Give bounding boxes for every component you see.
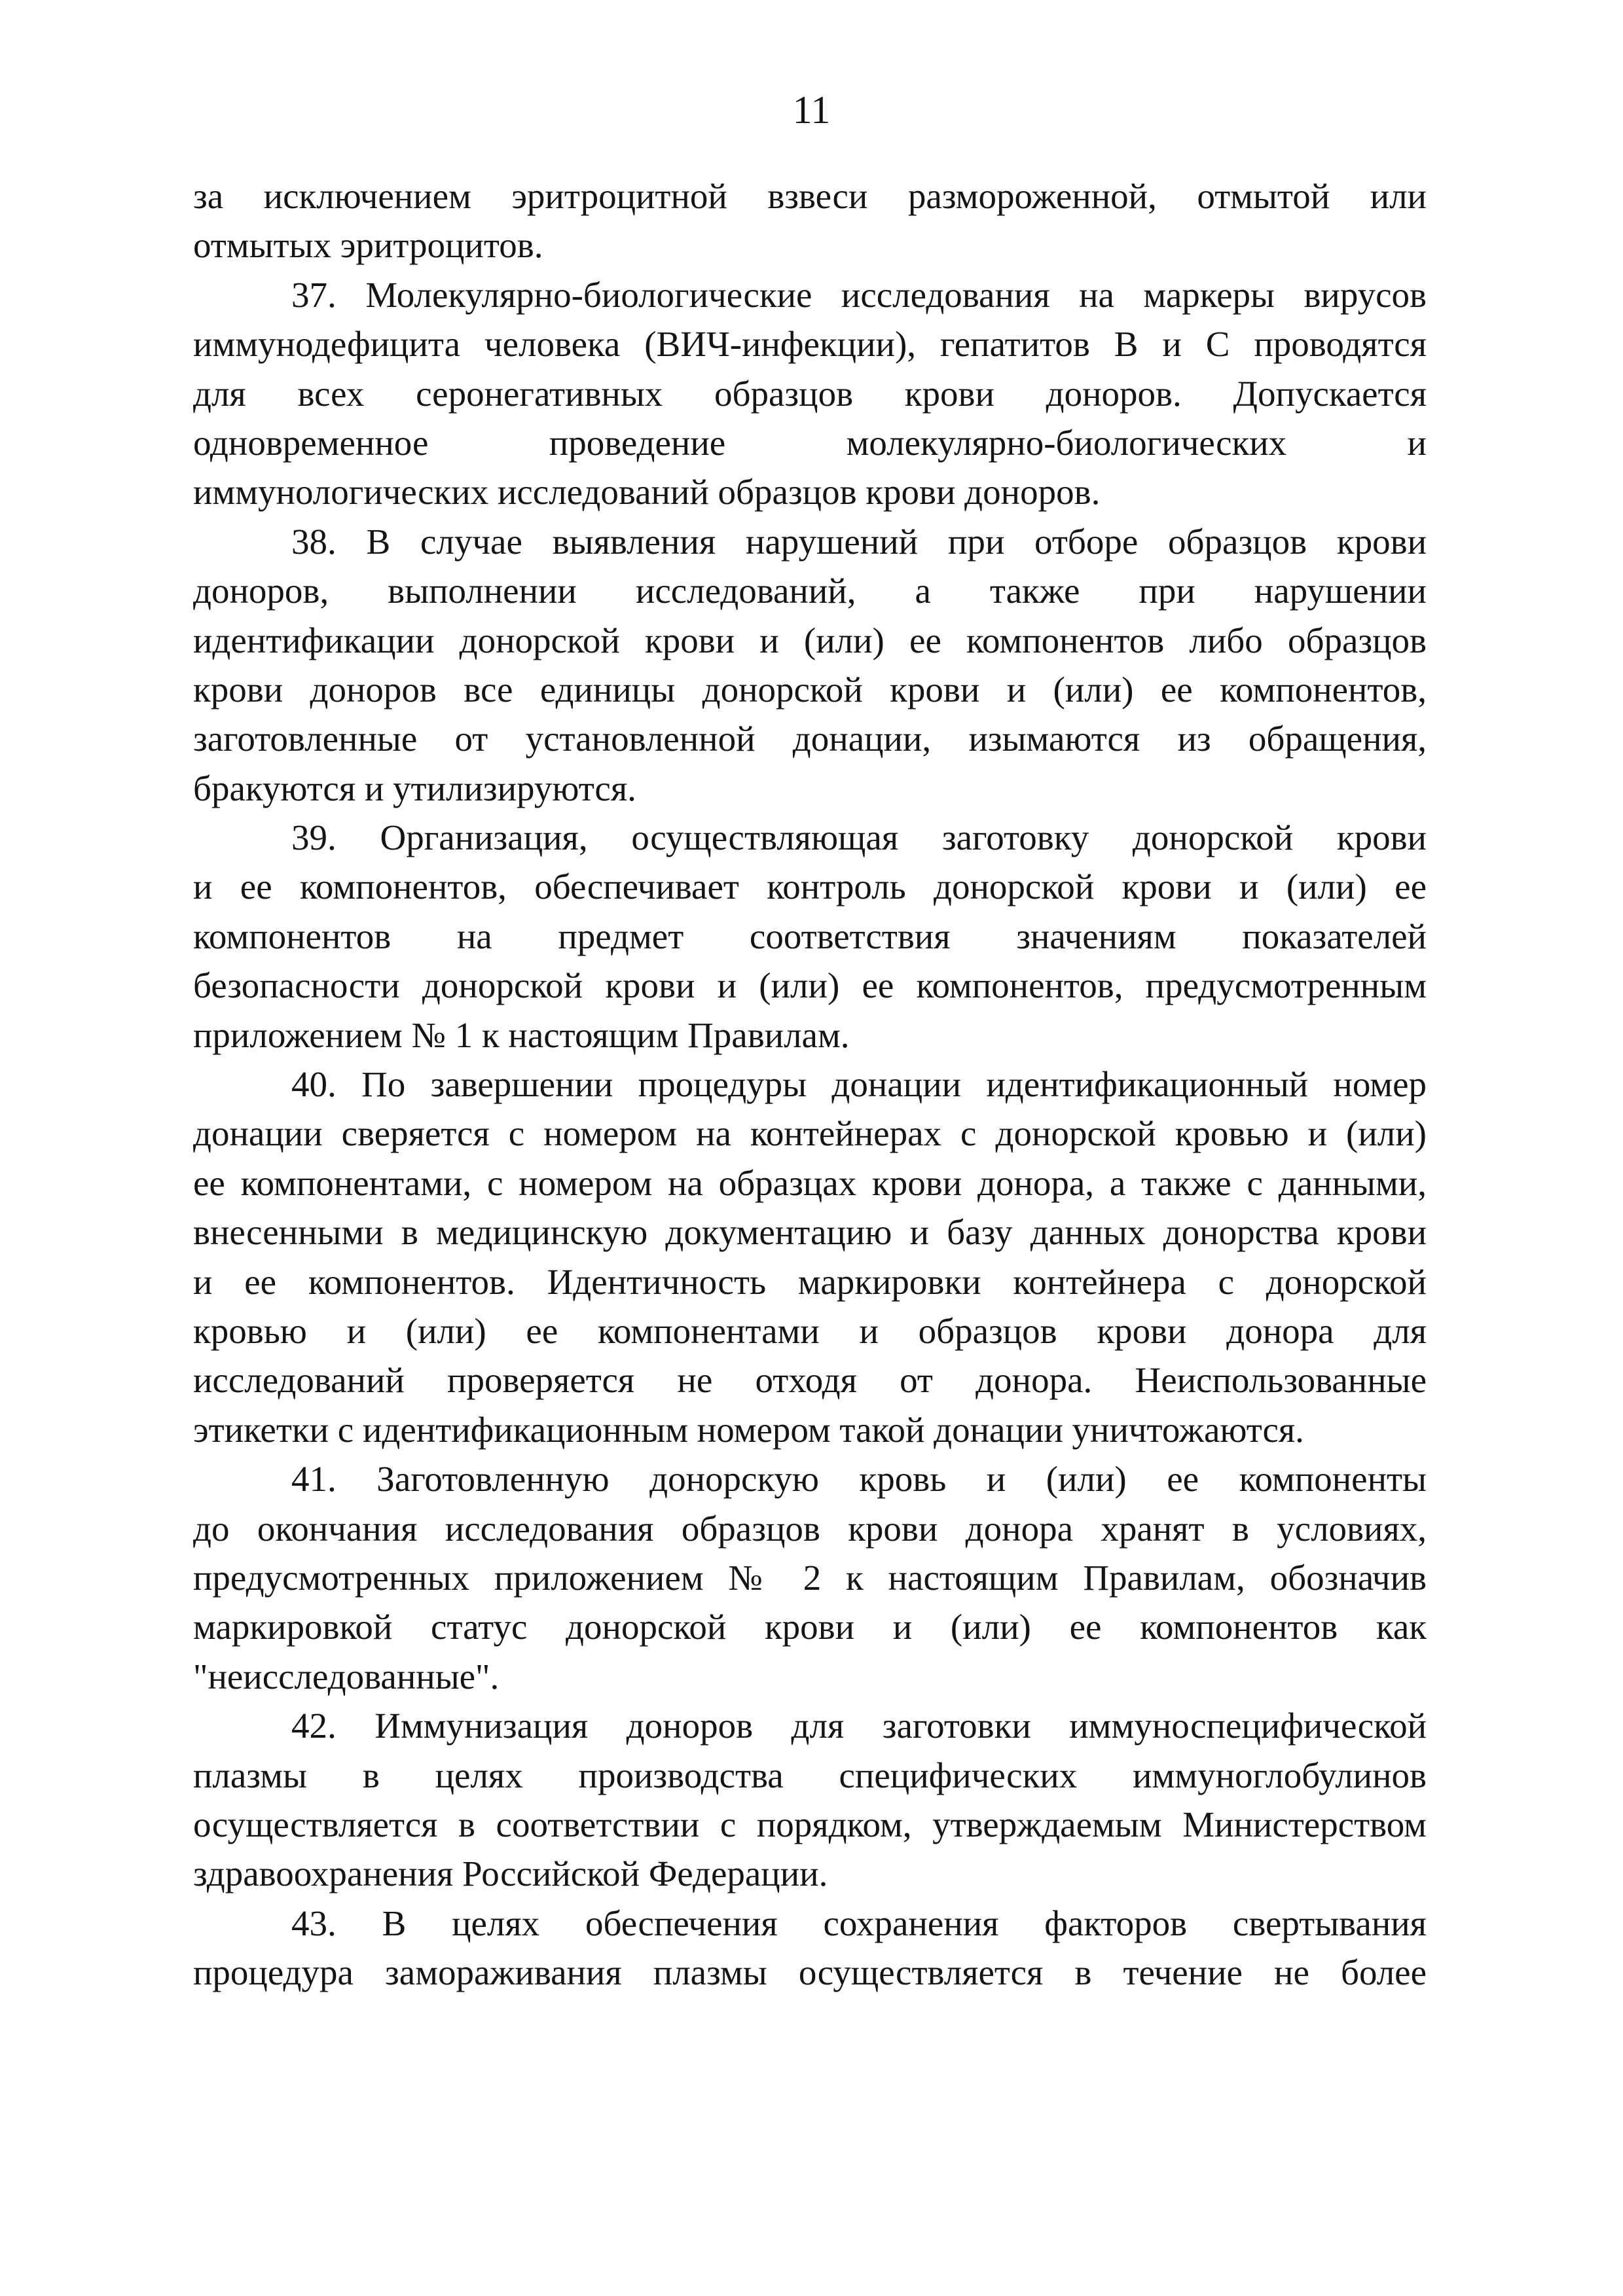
text-line: осуществляется в соответствии с порядком, утверждаемым Министерством [193,1804,1427,1844]
text-line: одновременное проведение молекулярно-биологических и [193,422,1427,463]
paragraph-38-start: 38. В случае выявления нарушений при отборе образцов крови [291,521,1427,562]
text-line: за исключением эритроцитной взвеси размороженной, отмытой или [193,176,1427,216]
text-line: до окончания исследования образцов крови донора хранят в условиях, [193,1508,1427,1549]
text-line: и ее компонентов, обеспечивает контроль донорской крови и (или) ее [193,867,1427,907]
text-line: бракуются и утилизируются. [193,768,636,808]
text-line: донации сверяется с номером на контейнерах с донорской кровью и (или) [193,1113,1427,1154]
text-line: и ее компонентов. Идентичность маркировки контейнера с донорской [193,1261,1427,1302]
text-line: плазмы в целях производства специфических иммуноглобулинов [193,1755,1427,1795]
text-line: исследований проверяется не отходя от донора. Неиспользованные [193,1360,1427,1401]
text-line: кровью и (или) ее компонентами и образцов крови донора для [193,1310,1427,1351]
text-line: безопасности донорской крови и (или) ее компонентов, предусмотренным [193,965,1427,1006]
paragraph-39-start: 39. Организация, осуществляющая заготовку донорской крови [291,817,1427,858]
paragraph-42-start: 42. Иммунизация доноров для заготовки иммуноспецифической [291,1706,1427,1746]
paragraph-43-start: 43. В целях обеспечения сохранения факторов свертывания [291,1903,1427,1943]
text-line: отмытых эритроцитов. [193,225,543,266]
text-line: компонентов на предмет соответствия значениям показателей [193,916,1427,956]
text-line: маркировкой статус донорской крови и (или) ее компонентов как [193,1607,1427,1647]
text-line: идентификации донорской крови и (или) ее компонентов либо образцов [193,620,1427,660]
text-line: внесенными в медицинскую документацию и базу данных донорства крови [193,1212,1427,1253]
paragraph-40-start: 40. По завершении процедуры донации идентификационный номер [291,1064,1427,1105]
page-number: 11 [792,88,831,132]
text-line: здравоохранения Российской Федерации. [193,1854,828,1894]
text-line: этикетки с идентификационным номером такой донации уничтожаются. [193,1409,1304,1450]
text-line: для всех серонегативных образцов крови доноров. Допускается [193,373,1427,414]
text-line: "неисследованные". [193,1656,500,1696]
paragraph-41-start: 41. Заготовленную донорскую кровь и (или) ее компоненты [291,1459,1427,1499]
paragraph-37-start: 37. Молекулярно-биологические исследования на маркеры вирусов [291,274,1427,315]
text-line: заготовленные от установленной донации, изымаются из обращения, [193,719,1427,759]
text-line: предусмотренных приложением № 2 к настоящим Правилам, обозначив [193,1557,1427,1598]
text-line: иммунодефицита человека (ВИЧ-инфекции), гепатитов B и C проводятся [193,324,1427,365]
text-line: процедура замораживания плазмы осуществляется в течение не более [193,1952,1427,1993]
text-line: приложением № 1 к настоящим Правилам. [193,1014,850,1055]
body-text [193,171,1427,1997]
text-line: иммунологических исследований образцов крови доноров. [193,472,1101,512]
text-line: ее компонентами, с номером на образцах крови донора, а также с данными, [193,1162,1427,1203]
text-line: крови доноров все единицы донорской крови и (или) ее компонентов, [193,669,1427,709]
text-line: доноров, выполнении исследований, а также при нарушении [193,571,1427,611]
